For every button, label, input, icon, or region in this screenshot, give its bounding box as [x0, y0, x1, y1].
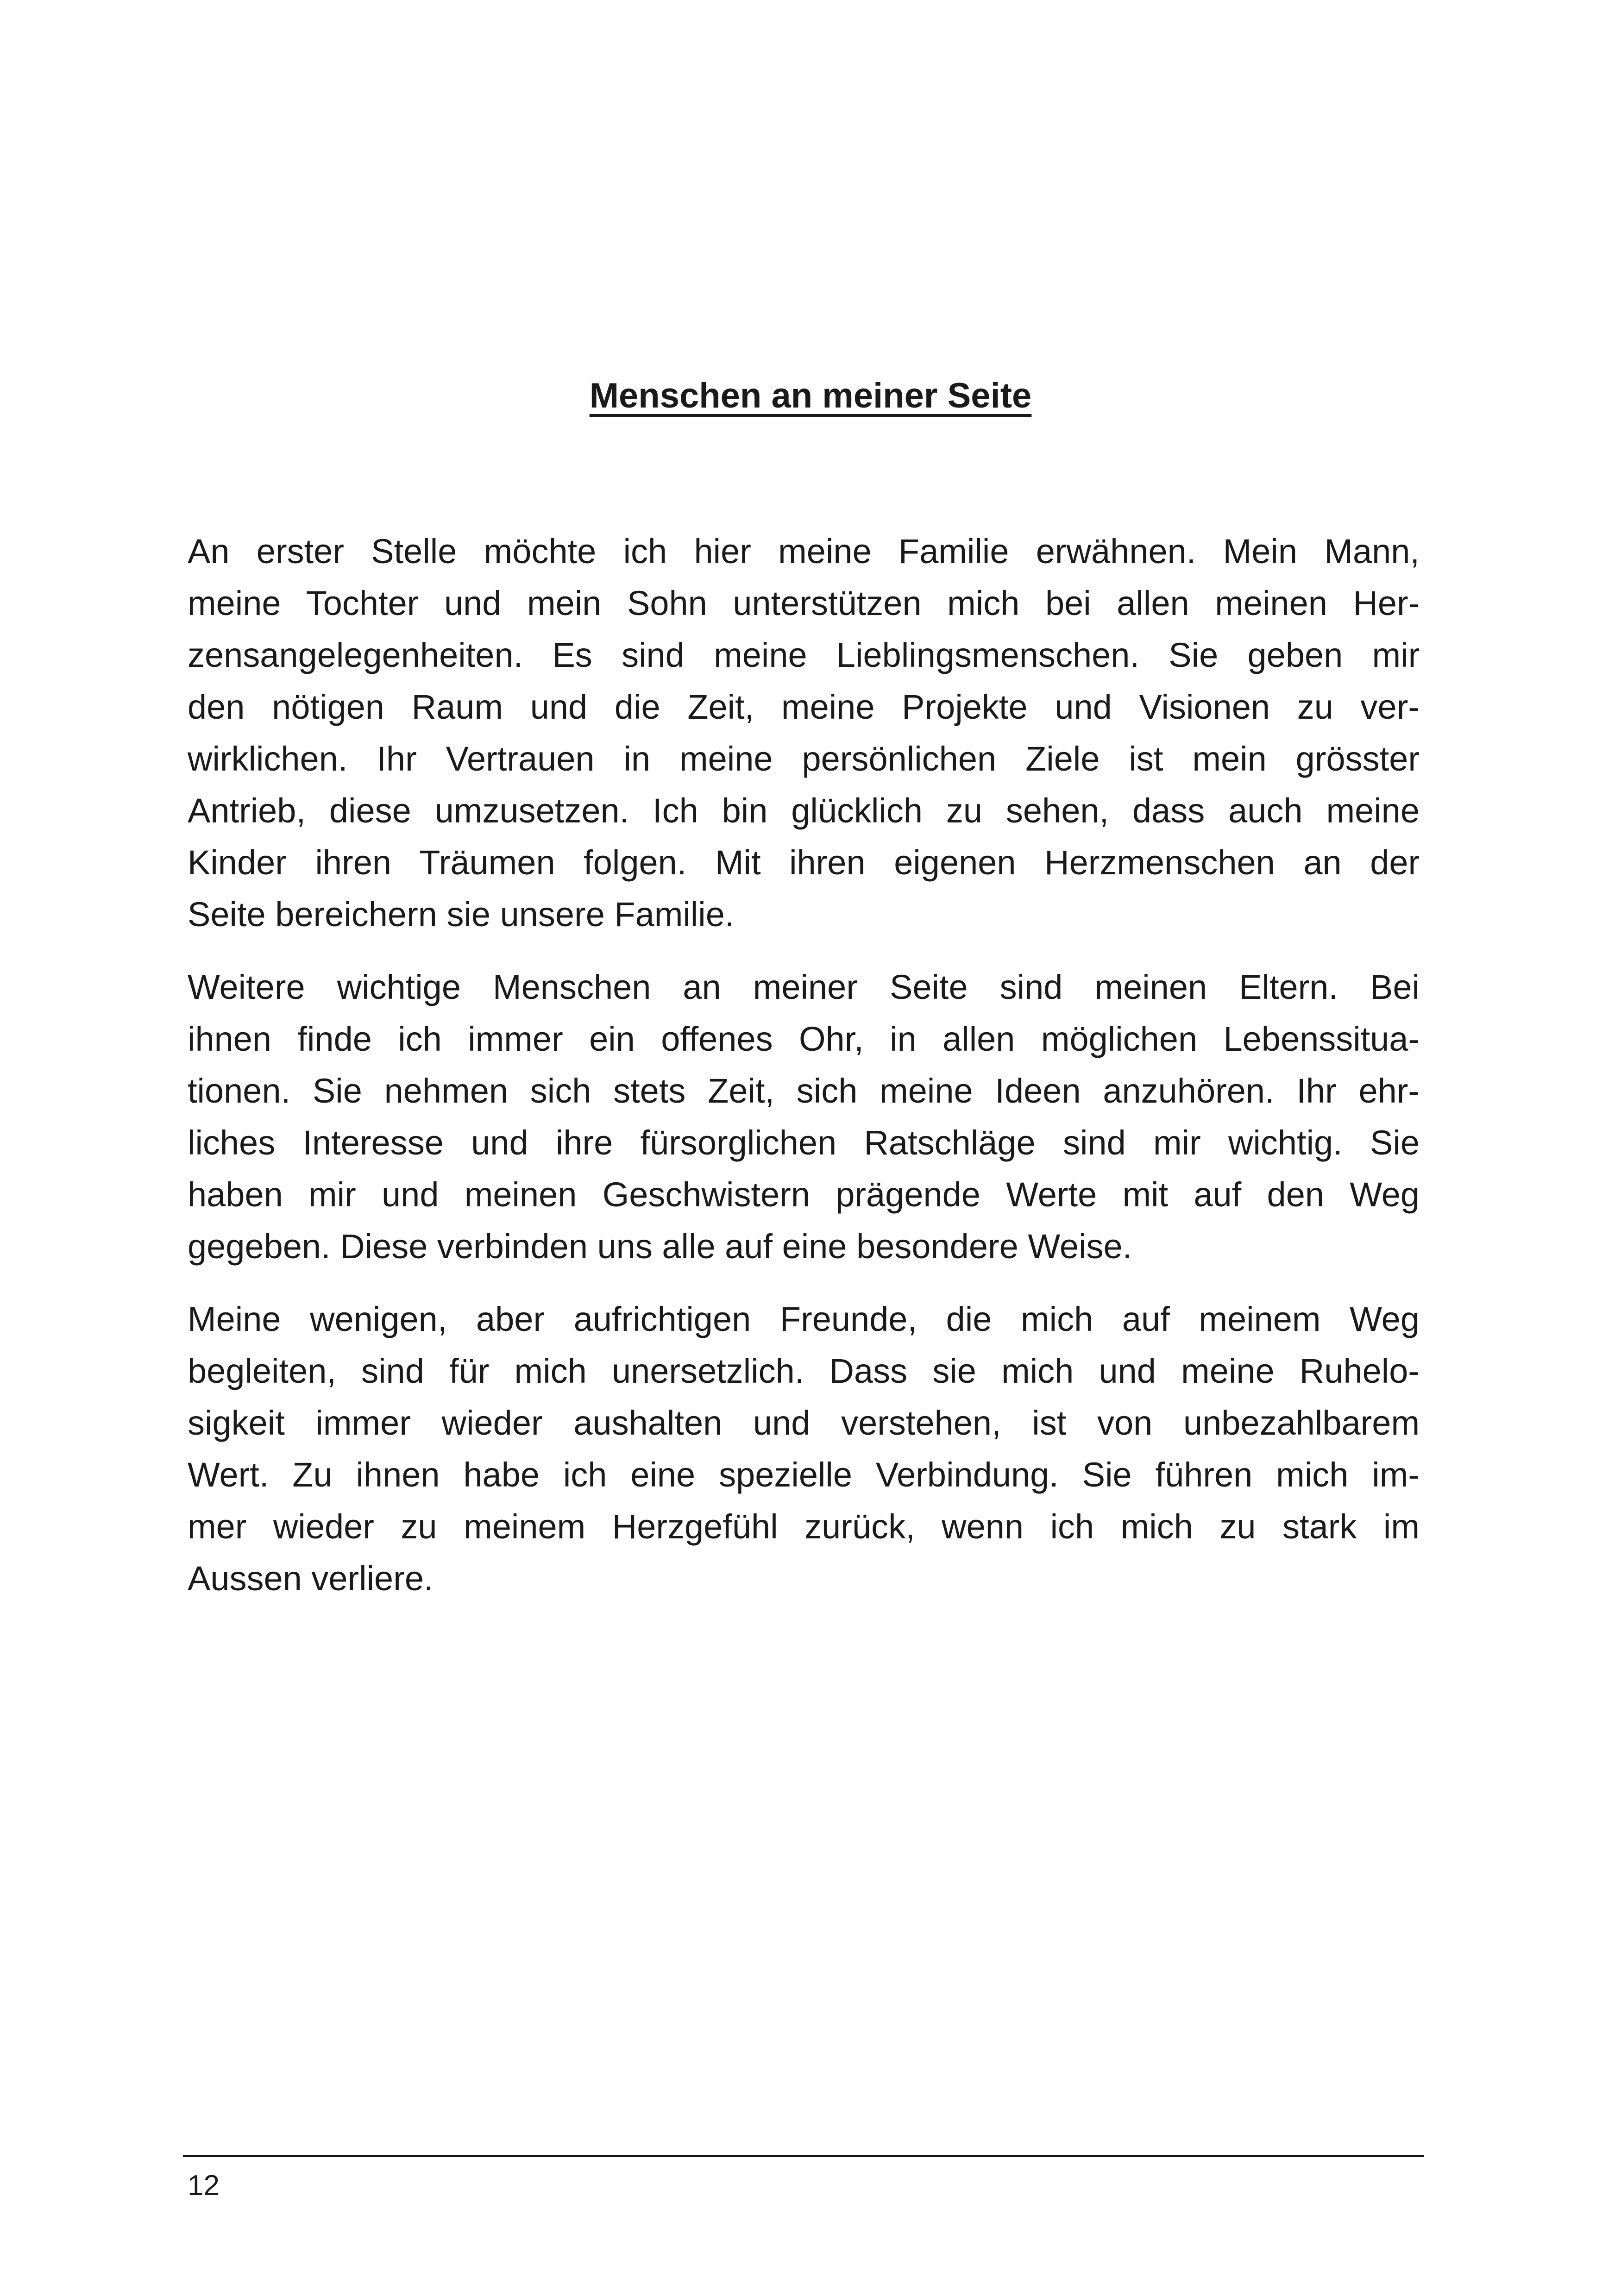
text-line: Aussen verliere. [188, 1559, 434, 1598]
page-title-text: Menschen an meiner Seite [589, 376, 1032, 415]
text-line: ihnen finde ich immer ein offenes Ohr, in allen möglichen Lebenssitua- [188, 1020, 1420, 1058]
text-line: zensangelegenheiten. Es sind meine Lieblingsmenschen. Sie geben mir [188, 636, 1420, 674]
text-line: den nötigen Raum und die Zeit, meine Projekte und Visionen zu ver- [188, 688, 1420, 726]
text-line: haben mir und meinen Geschwistern prägende Werte mit auf den Weg [188, 1175, 1420, 1214]
body-text [188, 526, 1420, 1625]
footer-divider [183, 2155, 1424, 2157]
text-line: tionen. Sie nehmen sich stets Zeit, sich meine Ideen anzuhören. Ihr ehr- [188, 1072, 1420, 1110]
page-title [0, 370, 1621, 421]
paragraph-parents [188, 961, 1420, 1273]
text-line: An erster Stelle möchte ich hier meine Familie erwähnen. Mein Mann, [188, 532, 1420, 571]
text-line: mer wieder zu meinem Herzgefühl zurück, wenn ich mich zu stark im [188, 1507, 1420, 1546]
text-line: sigkeit immer wieder aushalten und verstehen, ist von unbezahlbarem [188, 1404, 1420, 1442]
text-line: Antrieb, diese umzusetzen. Ich bin glücklich zu sehen, dass auch meine [188, 791, 1420, 830]
text-line: meine Tochter und mein Sohn unterstützen mich bei allen meinen Her- [188, 584, 1420, 622]
text-line: Wert. Zu ihnen habe ich eine spezielle Verbindung. Sie führen mich im- [188, 1455, 1420, 1494]
paragraph-family [188, 526, 1420, 941]
text-line: Kinder ihren Träumen folgen. Mit ihren eigenen Herzmenschen an der [188, 843, 1420, 882]
text-line: wirklichen. Ihr Vertrauen in meine persönlichen Ziele ist mein grösster [188, 740, 1420, 778]
text-line: begleiten, sind für mich unersetzlich. Dass sie mich und meine Ruhelo- [188, 1352, 1420, 1390]
text-line: Weitere wichtige Menschen an meiner Seite sind meinen Eltern. Bei [188, 968, 1420, 1006]
text-line: gegeben. Diese verbinden uns alle auf eine besondere Weise. [188, 1227, 1132, 1266]
text-line: Seite bereichern sie unsere Familie. [188, 895, 735, 934]
text-line: Meine wenigen, aber aufrichtigen Freunde, die mich auf meinem Weg [188, 1300, 1420, 1338]
text-line: liches Interesse und ihre fürsorglichen Ratschläge sind mir wichtig. Sie [188, 1123, 1420, 1162]
paragraph-friends [188, 1293, 1420, 1605]
page-number: 12 [188, 2170, 220, 2202]
